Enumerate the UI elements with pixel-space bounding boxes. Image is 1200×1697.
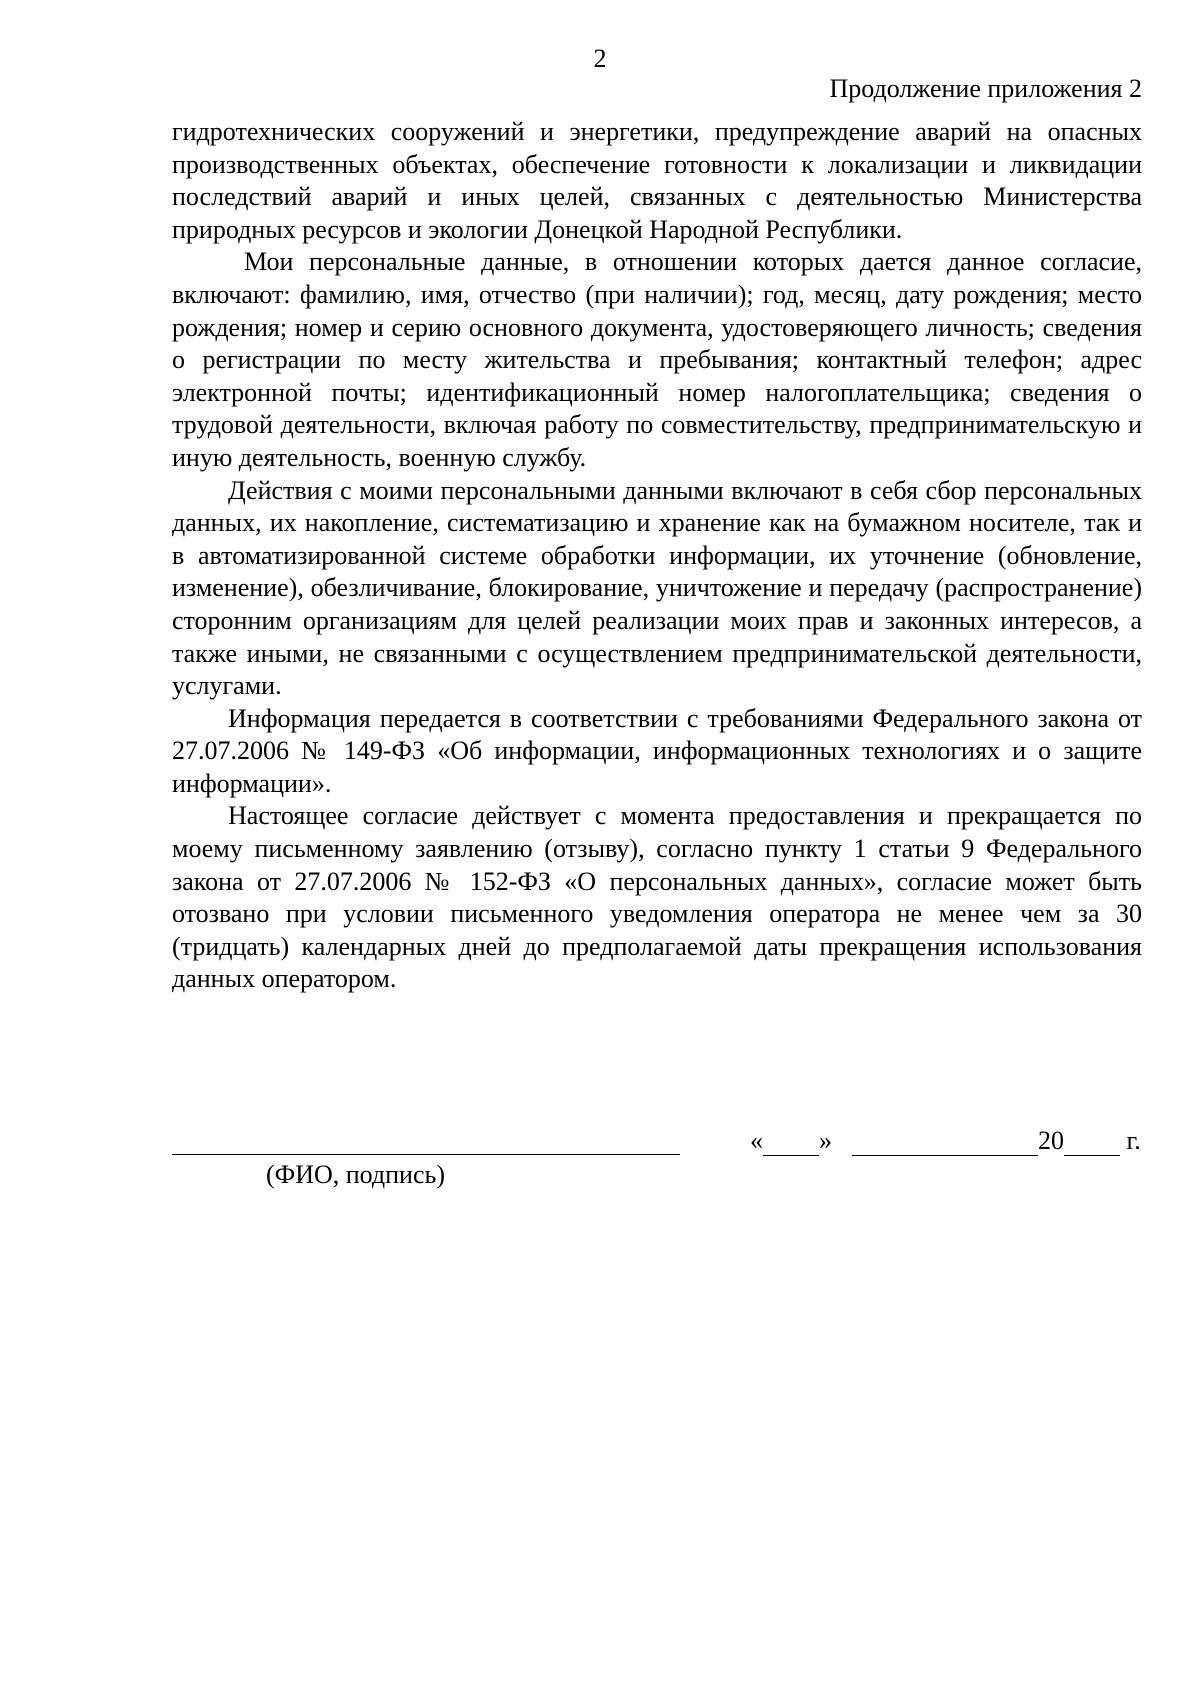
quote-open: «: [750, 1126, 763, 1155]
date-field: [750, 1126, 1141, 1156]
signature-caption: (ФИО, подпись): [266, 1160, 446, 1189]
year-century: 20: [1038, 1126, 1064, 1155]
year-blank: [1064, 1129, 1120, 1156]
paragraph-processing-actions: Действия с моими персональными данными включают в себя сбор персональных данных, их накопление, систематизацию и хранение как на бумажном носителе, так и в автоматизированной системе обработки информации, их уточнение (обновление, изменение), обезличивание, блокирование, уничтожение и передачу (распространение) сторонним организациям для целей реализации моих прав и законных интересов, а также иными, не связанными с осуществлением предпринимательской деятельности, услугами.: [172, 475, 1142, 701]
year-suffix: г.: [1126, 1126, 1141, 1155]
document-body: [172, 116, 1142, 996]
page-number: 2: [593, 44, 607, 73]
paragraph-legal-basis: Информация передается в соответствии с требованиями Федерального закона от 27.07.2006 № 149-ФЗ «Об информации, информационных технологиях и о защите информации».: [172, 703, 1142, 798]
day-blank: [763, 1129, 819, 1156]
month-blank: [852, 1129, 1038, 1156]
paragraph-purpose-continuation: гидротехнических сооружений и энергетики, предупреждение аварий на опасных производственных объектах, обеспечение готовности к локализации и ликвидации последствий аварий и иных целей, связанных с деятельностью Министерства природных ресурсов и экологии Донецкой Народной Республики.: [172, 117, 1142, 244]
paragraph-personal-data-list: Мои персональные данные, в отношении которых дается данное согласие, включают: фамилию, имя, отчество (при наличии); год, месяц, дату рождения; место рождения; номер и серию основного документа, удостоверяющего личность; сведения о регистрации по месту жительства и пребывания; контактный телефон; адрес электронной почты; идентификационный номер налогоплательщика; сведения о трудовой деятельности, включая работу по совместительству, предпринимательскую и иную деятельность, военную службу.: [172, 247, 1142, 472]
signature-block: [172, 1126, 1142, 1196]
signature-line: [172, 1154, 680, 1155]
paragraph-consent-validity: Настоящее согласие действует с момента предоставления и прекращается по моему письменному заявлению (отзыву), согласно пункту 1 статьи 9 Федерального закона от 27.07.2006 № 152-ФЗ «О персональных данных», согласие может быть отозвано при условии письменного уведомления оператора не менее чем за 30 (тридцать) календарных дней до предполагаемой даты прекращения использования данных оператором.: [172, 801, 1142, 994]
appendix-continuation-label: Продолжение приложения 2: [829, 74, 1142, 103]
quote-close: »: [819, 1126, 832, 1155]
